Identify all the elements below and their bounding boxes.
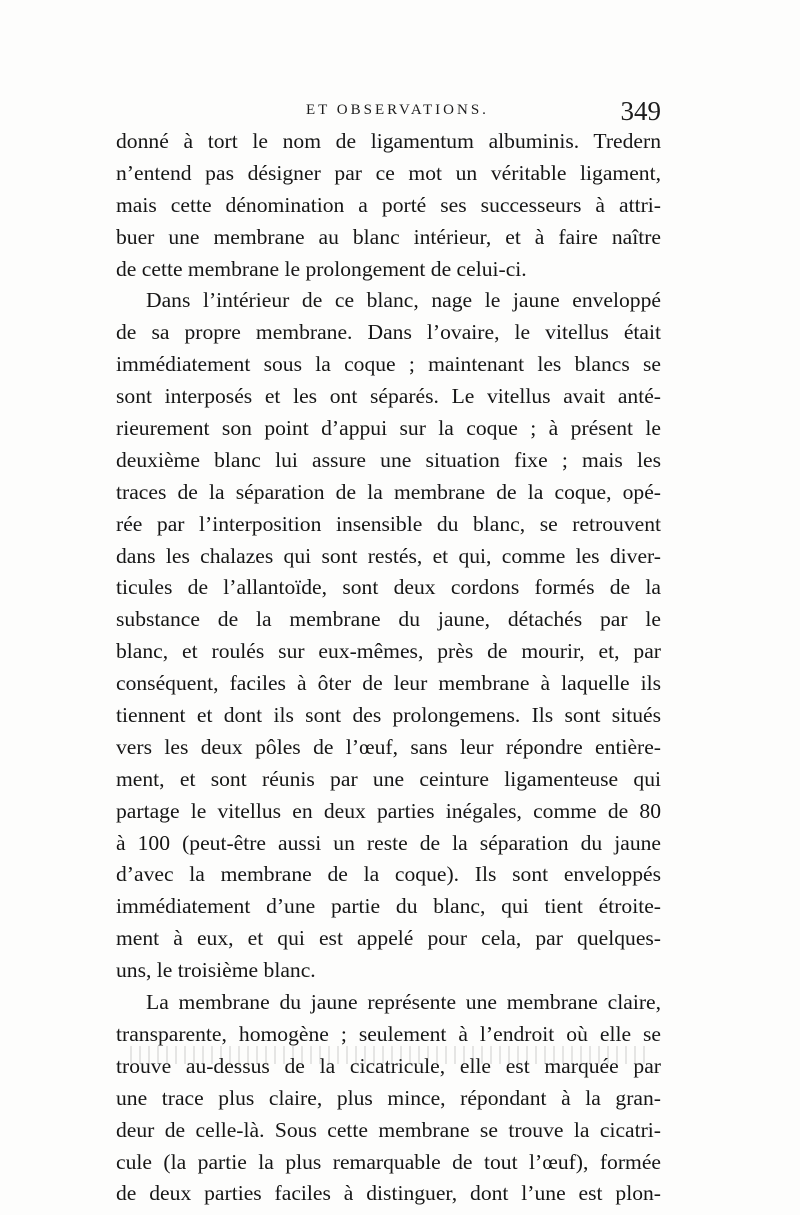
text-line: deur de celle-là. Sous cette membrane se trouve la cicatri- bbox=[116, 1117, 661, 1142]
text-line: Dans l’intérieur de ce blanc, nage le jaune enveloppé bbox=[146, 288, 661, 313]
text-line: conséquent, faciles à ôter de leur membrane à laquelle ils bbox=[116, 671, 661, 696]
text-line: de cette membrane le prolongement de celui-ci. bbox=[116, 256, 527, 281]
text-line: mais cette dénomination a porté ses successeurs à attri- bbox=[116, 192, 661, 217]
text-line: d’avec la membrane de la coque). Ils sont enveloppés bbox=[116, 862, 661, 887]
text-line: n’entend pas désigner par ce mot un véritable ligament, bbox=[116, 160, 661, 185]
text-line: deuxième blanc lui assure une situation fixe ; mais les bbox=[116, 447, 661, 472]
text-line: rée par l’interposition insensible du blanc, se retrouvent bbox=[116, 511, 661, 536]
text-line: blanc, et roulés sur eux-mêmes, près de mourir, et, par bbox=[116, 639, 661, 664]
text-line: à 100 (peut-être aussi un reste de la séparation du jaune bbox=[116, 830, 661, 855]
text-line: de sa propre membrane. Dans l’ovaire, le vitellus était bbox=[116, 320, 661, 345]
text-line: de deux parties faciles à distinguer, dont l’une est plon- bbox=[116, 1181, 661, 1206]
text-line: ticules de l’allantoïde, sont deux cordons formés de la bbox=[116, 575, 661, 600]
text-line: trouve au-dessus de la cicatricule, elle est marquée par bbox=[116, 1053, 661, 1078]
text-line: partage le vitellus en deux parties inégales, comme de 80 bbox=[116, 798, 661, 823]
text-line: rieurement son point d’appui sur la coque ; à présent le bbox=[116, 416, 661, 441]
text-line: ment à eux, et qui est appelé pour cela, par quelques- bbox=[116, 926, 661, 951]
text-line: cule (la partie la plus remarquable de tout l’œuf), formée bbox=[116, 1149, 661, 1174]
text-line: buer une membrane au blanc intérieur, et à faire naître bbox=[116, 224, 661, 249]
text-line: uns, le troisième blanc. bbox=[116, 958, 316, 983]
text-line: transparente, homogène ; seulement à l’endroit où elle se bbox=[116, 1021, 661, 1046]
running-head: ET OBSERVATIONS. bbox=[306, 102, 489, 118]
text-line: sont interposés et les ont séparés. Le vitellus avait anté- bbox=[116, 384, 661, 409]
scan-noise bbox=[130, 1046, 650, 1064]
page-header bbox=[116, 96, 661, 130]
text-line: donné à tort le nom de ligamentum albuminis. Tredern bbox=[116, 129, 661, 153]
text-line: vers les deux pôles de l’œuf, sans leur répondre entière- bbox=[116, 734, 661, 759]
text-line: immédiatement d’une partie du blanc, qui tient étroite- bbox=[116, 894, 661, 919]
text-line: substance de la membrane du jaune, détachés par le bbox=[116, 607, 661, 632]
text-line: La membrane du jaune représente une membrane claire, bbox=[146, 990, 661, 1015]
text-line: une trace plus claire, plus mince, répondant à la gran- bbox=[116, 1085, 661, 1110]
text-line: traces de la séparation de la membrane de la coque, opé- bbox=[116, 479, 661, 504]
text-line: immédiatement sous la coque ; maintenant les blancs se bbox=[116, 352, 661, 377]
page-number: 349 bbox=[620, 96, 661, 126]
text-line: ment, et sont réunis par une ceinture ligamenteuse qui bbox=[116, 766, 661, 791]
text-line: dans les chalazes qui sont restés, et qui, comme les diver- bbox=[116, 543, 661, 568]
text-line: tiennent et dont ils sont des prolongemens. Ils sont situés bbox=[116, 703, 661, 728]
